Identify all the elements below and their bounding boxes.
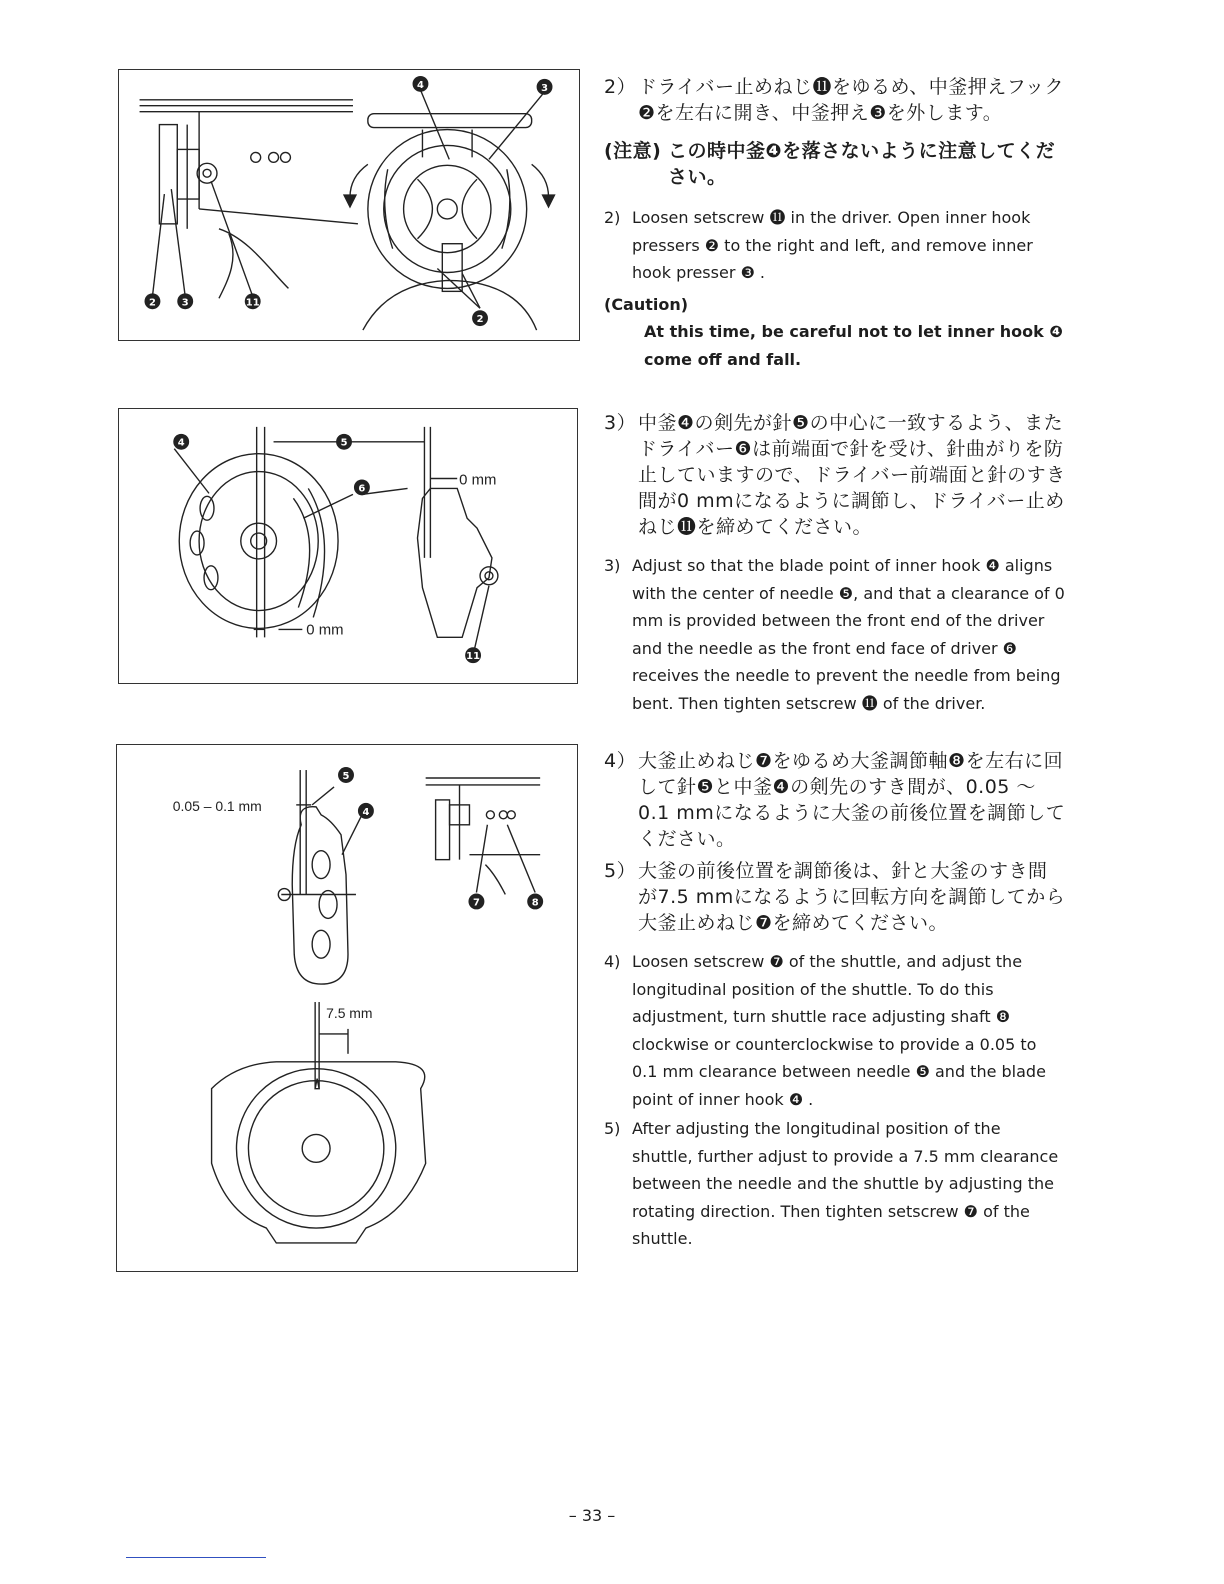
figure-2-needle-alignment bbox=[118, 408, 578, 684]
step-text: Adjust so that the blade point of inner hook ❹ aligns with the center of needle ❺, and that a clearance of 0 mm is provided between the front end of the driver and the needle as the front end face of driver ❻ receives the needle to prevent the needle from being bent. Then tighten setscrew ⓫ of the driver. bbox=[632, 556, 1065, 713]
callout-label: 2 bbox=[476, 314, 484, 326]
dim-clearance: 0.05 – 0.1 mm bbox=[172, 797, 262, 814]
step-text: 中釜❹の剣先が針❺の中心に一致するよう、またドライバー❻は前端面で針を受け、針曲がりを防止していますので、ドライバー前端面と針のすき間が0 mmになるように調節し、ドライバー止めねじ⓫を締めてください。 bbox=[638, 412, 1066, 538]
instructions-column-2 bbox=[604, 410, 1066, 717]
dim-gap: 7.5 mm bbox=[326, 1004, 373, 1021]
callout-label: 3 bbox=[181, 297, 189, 309]
caution-english-label: (Caution) bbox=[604, 294, 689, 314]
caution-japanese bbox=[604, 138, 1066, 190]
figure-2-drawing bbox=[119, 409, 577, 683]
callout-label: 6 bbox=[358, 483, 366, 495]
caution-text: この時中釜❹を落さないように注意してください。 bbox=[668, 140, 1056, 188]
step-5-japanese bbox=[604, 858, 1066, 936]
step-2-english bbox=[604, 204, 1066, 287]
figure-3-shuttle-adjustment bbox=[116, 744, 578, 1272]
callout-label: 11 bbox=[466, 651, 480, 663]
callout-label: 11 bbox=[245, 297, 260, 309]
dim-0mm-left: 0 mm bbox=[306, 622, 344, 639]
page-number: – 33 – bbox=[568, 1506, 616, 1525]
instructions-column-1 bbox=[604, 74, 1066, 373]
step-4-english bbox=[604, 948, 1066, 1113]
step-5-english bbox=[604, 1115, 1066, 1253]
callout-label: 5 bbox=[340, 437, 348, 449]
step-3-english bbox=[604, 552, 1066, 717]
step-text: 大釜の前後位置を調節後は、針と大釜のすき間が7.5 mmになるように回転方向を調節してから大釜止めねじ❼を締めてください。 bbox=[638, 860, 1066, 934]
caution-label: (注意) bbox=[604, 140, 662, 162]
callout-label: 3 bbox=[541, 82, 549, 94]
step-number: 2） bbox=[604, 76, 637, 98]
figure-1-inner-hook-removal bbox=[118, 69, 580, 341]
footer-divider bbox=[126, 1557, 266, 1558]
callout-label: 5 bbox=[342, 770, 350, 782]
step-2-japanese bbox=[604, 74, 1066, 126]
callout-label: 7 bbox=[472, 897, 480, 909]
callout-label: 4 bbox=[362, 806, 370, 818]
instructions-column-3 bbox=[604, 748, 1066, 1253]
step-number: 5） bbox=[604, 860, 637, 882]
step-number: 2) bbox=[604, 208, 621, 227]
step-3-japanese bbox=[604, 410, 1066, 540]
step-number: 4） bbox=[604, 750, 637, 772]
figure-3-drawing bbox=[117, 745, 577, 1271]
callout-label: 2 bbox=[149, 297, 156, 309]
step-4-japanese bbox=[604, 748, 1066, 852]
step-number: 4) bbox=[604, 952, 621, 971]
step-number: 3) bbox=[604, 556, 621, 575]
callout-label: 8 bbox=[531, 897, 539, 909]
figure-1-drawing bbox=[119, 70, 579, 340]
callout-label: 4 bbox=[417, 79, 424, 91]
dim-0mm-right: 0 mm bbox=[459, 472, 497, 489]
step-text: After adjusting the longitudinal position of the shuttle, further adjust to provide a 7.5 mm clearance between the needle and the shuttle by adjusting the rotating direction. Then tighten setscrew ❼ of the shuttle. bbox=[632, 1119, 1059, 1248]
step-text: ドライバー止めねじ⓫をゆるめ、中釜押えフック❷を左右に開き、中釜押え❸を外します。 bbox=[638, 76, 1064, 124]
step-text: Loosen setscrew ⓫ in the driver. Open inner hook pressers ❷ to the right and left, and remove inner hook presser ❸ . bbox=[632, 208, 1033, 282]
step-text: 大釜止めねじ❼をゆるめ大釜調節軸❽を左右に回して針❺と中釜❹の剣先のすき間が、0.05 ～ 0.1 mmになるように大釜の前後位置を調節してください。 bbox=[638, 750, 1066, 850]
callout-label: 4 bbox=[177, 437, 185, 449]
step-text: Loosen setscrew ❼ of the shuttle, and adjust the longitudinal position of the shuttle. To do this adjustment, turn shuttle race adjusting shaft ❽ clockwise or counterclockwise to provide a 0.05 to 0.1 mm clearance between needle ❺ and the blade point of inner hook ❹ . bbox=[632, 952, 1046, 1109]
step-number: 3） bbox=[604, 412, 637, 434]
step-number: 5) bbox=[604, 1119, 621, 1138]
caution-english-text: At this time, be careful not to let inner hook ❹ come off and fall. bbox=[644, 322, 1063, 369]
